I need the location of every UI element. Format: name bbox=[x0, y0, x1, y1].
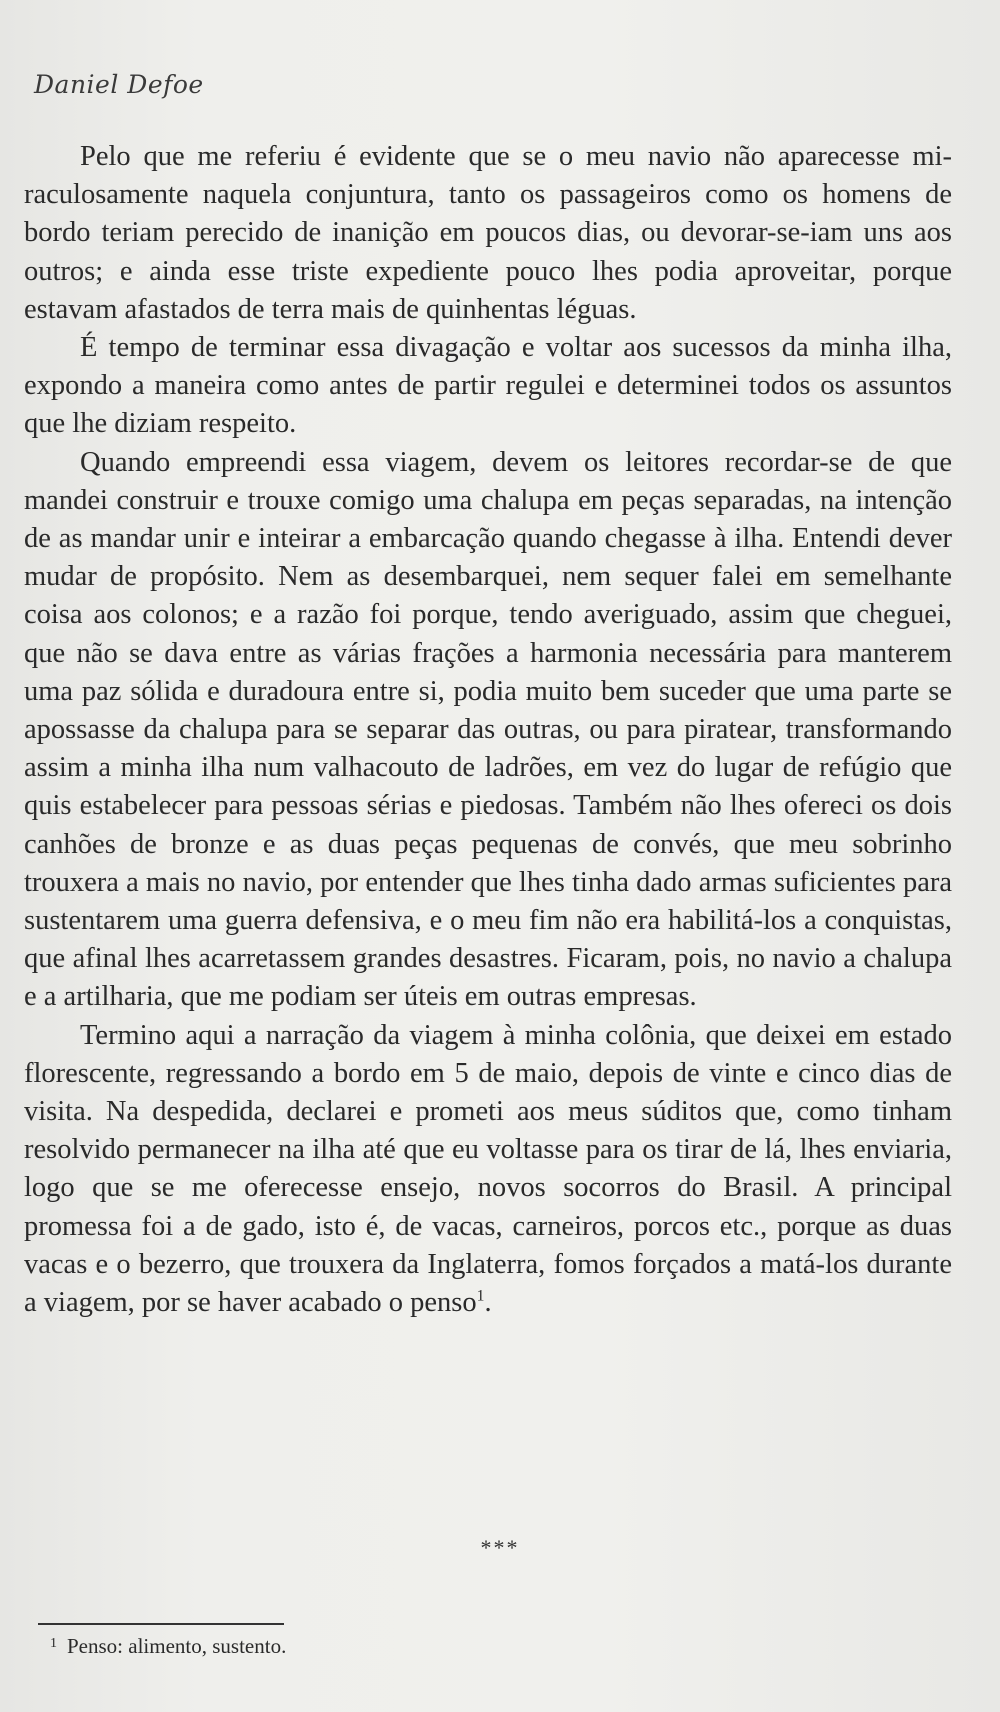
footnote bbox=[50, 1634, 286, 1659]
paragraph-2: É tempo de terminar essa divagação e voltar aos sucessos da minha ilha, expondo a maneira como antes de partir regulei e determinei todos os assuntos que lhe diziam respeito. bbox=[24, 332, 952, 440]
body-text bbox=[24, 138, 952, 1322]
section-break-ornament: *** bbox=[480, 1535, 520, 1560]
footnote-number: 1 bbox=[50, 1636, 57, 1651]
paragraph-3: Quando empreendi essa viagem, devem os leitores recordar-se de que mandei construir e trouxe comigo uma chalupa em peças separadas, na intenção de as mandar unir e inteirar a embarcação quando chegasse à ilha. Entendi dever mudar de propósito. Nem as desembarquei, nem sequer falei em semelhante coisa aos colonos; e a razão foi porque, tendo averiguado, assim que cheguei, que não se dava entre as várias frações a harmonia necessária para manterem uma paz sólida e duradoura entre si, podia muito bem suceder que uma parte se apossasse da chalupa para se separar das outras, ou para piratear, transformando assim a minha ilha num valhacouto de ladrões, em vez do lugar de refúgio que quis estabelecer para pessoas sérias e piedosas. Também não lhes ofereci os dois canhões de bronze e as duas peças pequenas de convés, que meu sobrinho trouxera a mais no navio, por entender que lhes tinha dado armas suficientes para sustentarem uma guerra defensiva, e o meu fim não era habilitá-los a conquistas, que afinal lhes acarretassem grandes desastres. Ficaram, pois, no navio a chalupa e a artilharia, que me podiam ser úteis em outras empresas. bbox=[24, 446, 952, 1013]
footnote-divider bbox=[38, 1623, 284, 1625]
paragraph-4: Termino aqui a narração da viagem à minha colônia, que deixei em estado florescente, regressando a bordo em 5 de maio, depois de vinte e cinco dias de visita. Na despedida, declarei e prometi aos meus súditos que, como tinham resolvido permanecer na ilha até que eu voltasse para os tirar de lá, lhes enviaria, logo que se me oferecesse ensejo, novos socorros do Brasil. A principal promessa foi a de gado, isto é, de vacas, carneiros, porcos etc., porque as duas vacas e o bezerro, que trouxera da Inglaterra, fomos forçados a matá-los durante a viagem, por se haver acabado o penso$^1$. bbox=[24, 1019, 952, 1319]
paragraph-1: Pelo que me referiu é evidente que se o meu navio não aparecesse miraculosamente naquela conjuntura, tanto os passageiros como os homens de bordo teriam perecido de inanição em poucos dias, ou devorar-se-iam uns aos outros; e ainda esse triste expediente pouco lhes podia aproveitar, porque estavam afastados de terra mais de quinhentas léguas. bbox=[24, 141, 952, 325]
footnote-text: Penso: alimento, sustento. bbox=[67, 1634, 287, 1658]
paragraph-4-text: Termino aqui a narração da viagem à minha colônia, que deixei em estado florescente, regressando a bordo em 5 de maio, depois de vinte e cinco dias de visita. Na despedida, declarei e prometi aos meus súditos que, como tinham resolvido permanecer na ilha até que eu voltasse para os tirar de lá, lhes enviaria, logo que se me oferecesse ensejo, novos socorros do Brasil. A principal promessa foi a de gado, isto é, de vacas, carneiros, porcos etc., porque as duas vacas e o bezerro, que trouxera da Inglaterra, fomos forçados a matá-los durante a viagem, por se haver acabado o penso bbox=[24, 1019, 952, 1319]
running-head-author: Daniel Defoe bbox=[34, 70, 204, 99]
footnote-reference: 1 bbox=[476, 1287, 485, 1305]
